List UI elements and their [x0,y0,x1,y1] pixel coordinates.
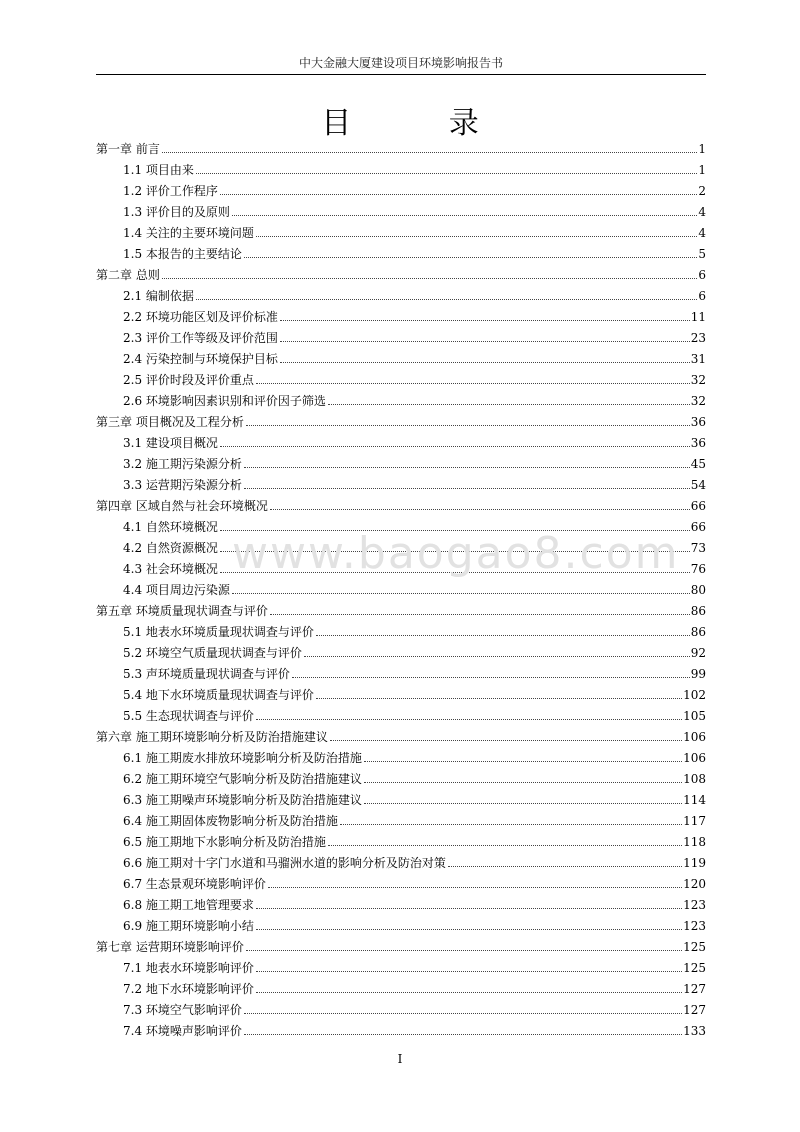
toc-entry-page: 106 [683,730,706,744]
watermark: www.baogao8.com [232,528,680,579]
dot-leader [364,782,682,783]
toc-section-entry[interactable] [96,912,706,933]
dot-leader [364,803,682,804]
dot-leader [364,761,682,762]
dot-leader [256,971,682,972]
header-rule [96,74,706,75]
toc-chapter-entry[interactable] [96,933,706,954]
dot-leader [256,992,682,993]
toc-entry-page: 125 [683,961,706,975]
toc-section-entry[interactable] [96,198,706,219]
toc-entry-title: 4.1 自然环境概况 [123,520,218,534]
toc-section-entry[interactable] [96,366,706,387]
toc-entry-page: 92 [690,646,706,660]
toc-section-entry[interactable] [96,891,706,912]
toc-entry-page: 117 [683,814,706,828]
toc-section-entry[interactable] [96,282,706,303]
toc-entry-title: 7.1 地表水环境影响评价 [123,961,254,975]
toc-entry-title: 6.1 施工期废水排放环境影响分析及防治措施 [123,751,362,765]
running-header: 中大金融大厦建设项目环境影响报告书 [298,56,503,70]
toc-section-entry[interactable] [96,324,706,345]
toc-section-entry[interactable] [96,471,706,492]
toc-entry-page: 4 [698,205,706,219]
toc-section-entry[interactable] [96,177,706,198]
toc-section-entry[interactable] [96,996,706,1017]
toc-entry-page: 4 [698,226,706,240]
dot-leader [280,320,690,321]
toc-entry-page: 6 [698,289,706,303]
toc-entry-title: 2.6 环境影响因素识别和评价因子筛选 [123,394,326,408]
toc-entry-page: 86 [690,604,706,618]
toc-entry-title: 1.4 关注的主要环境问题 [123,226,254,240]
toc-chapter-entry[interactable] [96,408,706,429]
toc-entry-page: 1 [698,163,706,177]
dot-leader [270,509,690,510]
dot-leader [244,488,690,489]
dot-leader [256,236,697,237]
dot-leader [270,614,690,615]
dot-leader [256,929,682,930]
dot-leader [256,719,682,720]
toc-entry-page: 2 [698,184,706,198]
toc-section-entry[interactable] [96,786,706,807]
toc-entry-title: 3.1 建设项目概况 [123,436,218,450]
toc-entry-title: 第六章 施工期环境影响分析及防治措施建议 [96,730,328,744]
dot-leader [330,740,682,741]
toc-entry-title: 6.8 施工期工地管理要求 [123,898,254,912]
toc-entry-title: 6.5 施工期地下水影响分析及防治措施 [123,835,326,849]
toc-entry-page: 123 [683,919,706,933]
toc-entry-page: 6 [698,268,706,282]
toc-entry-title: 6.7 生态景观环境影响评价 [123,877,266,891]
page-number: I [397,1052,403,1066]
toc-section-entry[interactable] [96,807,706,828]
dot-leader [232,215,697,216]
toc-section-entry[interactable] [96,660,706,681]
toc-entry-page: 32 [690,394,706,408]
toc-entry-title: 第五章 环境质量现状调查与评价 [96,604,268,618]
toc-entry-title: 1.3 评价目的及原则 [123,205,230,219]
toc-section-entry[interactable] [96,345,706,366]
toc-entry-title: 第三章 项目概况及工程分析 [96,415,244,429]
toc-entry-page: 114 [683,793,706,807]
toc-entry-title: 2.2 环境功能区划及评价标准 [123,310,278,324]
toc-entry-title: 1.2 评价工作程序 [123,184,218,198]
dot-leader [448,866,682,867]
dot-leader [256,908,682,909]
toc-section-entry[interactable] [96,450,706,471]
toc-entry-title: 2.5 评价时段及评价重点 [123,373,254,387]
dot-leader [316,635,690,636]
toc-section-entry[interactable] [96,303,706,324]
toc-entry-title: 6.6 施工期对十字门水道和马骝洲水道的影响分析及防治对策 [123,856,446,870]
toc-entry-page: 66 [690,499,706,513]
toc-section-entry[interactable] [96,429,706,450]
dot-leader [316,698,682,699]
toc-chapter-entry[interactable] [96,597,706,618]
toc-entry-title: 第二章 总则 [96,268,160,282]
toc-entry-title: 7.2 地下水环境影响评价 [123,982,254,996]
toc-entry-title: 6.2 施工期环境空气影响分析及防治措施建议 [123,772,362,786]
dot-leader [220,194,697,195]
toc-entry-page: 36 [690,436,706,450]
toc-section-entry[interactable] [96,870,706,891]
toc-entry-page: 119 [683,856,706,870]
dot-leader [340,824,682,825]
toc-entry-page: 86 [690,625,706,639]
dot-leader [246,425,690,426]
toc-entry-title: 2.3 评价工作等级及评价范围 [123,331,278,345]
toc-section-entry[interactable] [96,765,706,786]
toc-chapter-entry[interactable] [96,261,706,282]
toc-entry-page: 76 [690,562,706,576]
toc-entry-page: 108 [683,772,706,786]
toc-section-entry[interactable] [96,828,706,849]
toc-entry-title: 第四章 区域自然与社会环境概况 [96,499,268,513]
toc-entry-page: 102 [683,688,706,702]
toc-section-entry[interactable] [96,387,706,408]
toc-entry-title: 第一章 前言 [96,142,160,156]
toc-entry-page: 45 [690,457,706,471]
table-of-contents [96,135,706,1038]
dot-leader [244,1013,682,1014]
toc-entry-title: 5.3 声环境质量现状调查与评价 [123,667,290,681]
toc-section-entry[interactable] [96,576,706,597]
dot-leader [328,845,682,846]
toc-entry-page: 1 [698,142,706,156]
toc-entry-page: 31 [690,352,706,366]
dot-leader [220,446,690,447]
dot-leader [244,467,690,468]
toc-entry-page: 23 [690,331,706,345]
dot-leader [292,677,690,678]
toc-entry-page: 80 [690,583,706,597]
dot-leader [196,299,697,300]
toc-section-entry[interactable] [96,954,706,975]
toc-entry-page: 133 [683,1024,706,1038]
toc-entry-page: 106 [683,751,706,765]
toc-chapter-entry[interactable] [96,135,706,156]
toc-entry-page: 120 [683,877,706,891]
toc-section-entry[interactable] [96,849,706,870]
toc-entry-page: 5 [698,247,706,261]
toc-entry-title: 4.4 项目周边污染源 [123,583,230,597]
dot-leader [196,173,697,174]
toc-section-entry[interactable] [96,702,706,723]
dot-leader [280,341,690,342]
dot-leader [244,1034,682,1035]
toc-entry-title: 1.5 本报告的主要结论 [123,247,242,261]
toc-entry-page: 105 [683,709,706,723]
toc-entry-page: 99 [690,667,706,681]
toc-entry-title: 3.3 运营期污染源分析 [123,478,242,492]
toc-section-entry[interactable] [96,681,706,702]
dot-leader [280,362,690,363]
toc-entry-title: 第七章 运营期环境影响评价 [96,940,244,954]
toc-entry-page: 11 [690,310,706,324]
toc-entry-title: 6.4 施工期固体废物影响分析及防治措施 [123,814,338,828]
toc-section-entry[interactable] [96,975,706,996]
toc-entry-page: 118 [683,835,706,849]
toc-entry-title: 7.4 环境噪声影响评价 [123,1024,242,1038]
toc-entry-page: 66 [690,520,706,534]
dot-leader [328,404,690,405]
toc-entry-title: 5.1 地表水环境质量现状调查与评价 [123,625,314,639]
dot-leader [246,950,682,951]
toc-entry-title: 3.2 施工期污染源分析 [123,457,242,471]
dot-leader [256,383,690,384]
toc-section-entry[interactable] [96,618,706,639]
toc-entry-page: 125 [683,940,706,954]
toc-entry-title: 6.3 施工期噪声环境影响分析及防治措施建议 [123,793,362,807]
toc-entry-page: 123 [683,898,706,912]
toc-section-entry[interactable] [96,240,706,261]
toc-entry-title: 2.4 污染控制与环境保护目标 [123,352,278,366]
toc-entry-title: 5.4 地下水环境质量现状调查与评价 [123,688,314,702]
toc-section-entry[interactable] [96,219,706,240]
dot-leader [232,593,690,594]
toc-entry-page: 127 [683,1003,706,1017]
toc-entry-title: 4.3 社会环境概况 [123,562,218,576]
dot-leader [162,278,698,279]
dot-leader [244,257,697,258]
toc-chapter-entry[interactable] [96,723,706,744]
toc-entry-page: 32 [690,373,706,387]
toc-section-entry[interactable] [96,156,706,177]
toc-entry-title: 5.5 生态现状调查与评价 [123,709,254,723]
toc-entry-title: 1.1 项目由来 [123,163,194,177]
toc-entry-title: 5.2 环境空气质量现状调查与评价 [123,646,302,660]
toc-title: 目 录 [321,106,523,141]
toc-entry-title: 6.9 施工期环境影响小结 [123,919,254,933]
toc-entry-title: 7.3 环境空气影响评价 [123,1003,242,1017]
toc-entry-title: 2.1 编制依据 [123,289,194,303]
toc-entry-page: 54 [690,478,706,492]
toc-section-entry[interactable] [96,639,706,660]
toc-entry-page: 36 [690,415,706,429]
toc-entry-page: 73 [690,541,706,555]
toc-entry-title: 4.2 自然资源概况 [123,541,218,555]
dot-leader [304,656,690,657]
dot-leader [162,152,698,153]
toc-chapter-entry[interactable] [96,492,706,513]
toc-entry-page: 127 [683,982,706,996]
toc-section-entry[interactable] [96,1017,706,1038]
toc-section-entry[interactable] [96,744,706,765]
dot-leader [268,887,682,888]
